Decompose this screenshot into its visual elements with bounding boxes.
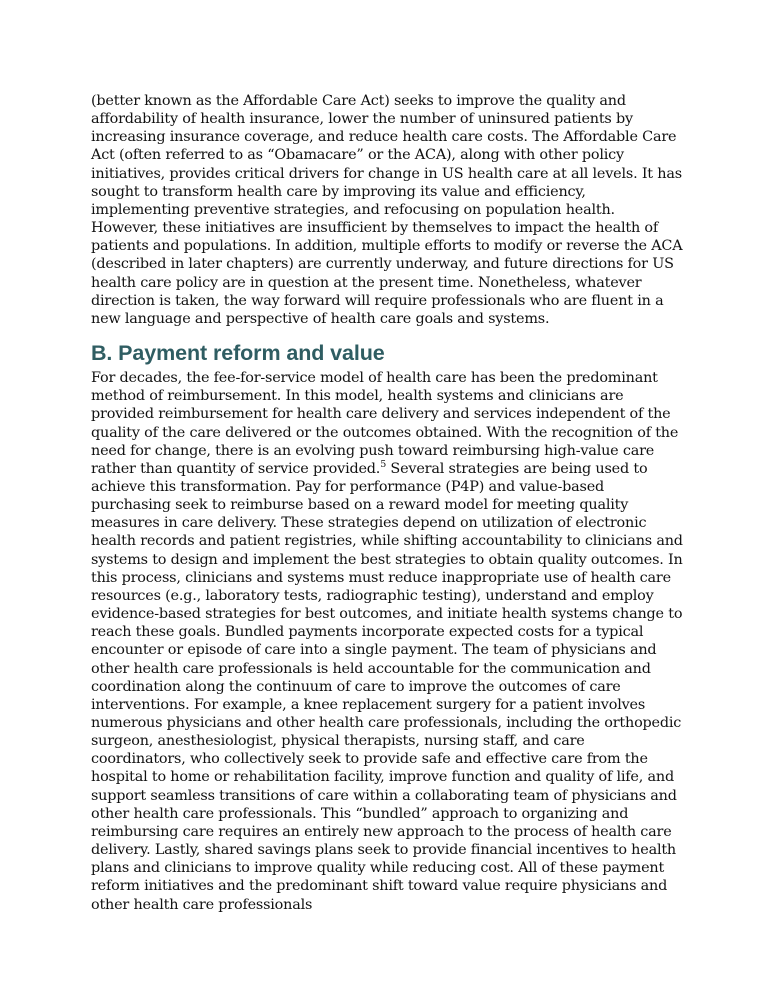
footnote-reference[interactable]: 5 (380, 459, 387, 471)
intro-paragraph: (better known as the Affordable Care Act) seeks to improve the quality and affordability of health insurance, lower the number of uninsured patients by increasing insurance coverage, and reduce health care costs. The Affordable Care Act (often referred to as “Obamacare” or the ACA), along with other policy initiatives, provides critical drivers for change in US health care at all levels. It has sought to transform health care by improving its value and efficiency, implementing preventive strategies, and refocusing on population health. However, these initiatives are insufficient by themselves to impact the health of patients and populations. In addition, multiple efforts to modify or reverse the ACA (described in later chapters) are currently underway, and future directions for US health care policy are in question at the present time. Nonetheless, whatever direction is taken, the way forward will require professionals who are fluent in a new language and perspective of health care goals and systems. (91, 93, 683, 327)
section-body-part-2: Several strategies are being used to achieve this transformation. Pay for performance (P4P) and value-based purchasing seek to reimburse based on a reward model for meeting quality measures in care delivery. These strategies depend on utilization of electronic health records and patient registries, while shifting accountability to clinicians and systems to design and implement the best strategies to obtain quality outcomes. In this process, clinicians and systems must reduce inappropriate use of health care resources (e.g., laboratory tests, radiographic testing), understand and employ evidence-based strategies for best outcomes, and initiate health systems change to reach these goals. Bundled payments incorporate expected costs for a typical encounter or episode of care into a single payment. The team of physicians and other health care professionals is held accountable for the communication and coordination along the continuum of care to improve the outcomes of care interventions. For example, a knee replacement surgery for a patient involves numerous physicians and other health care professionals, including the orthopedic surgeon, anesthesiologist, physical therapists, nursing staff, and care coordinators, who collectively seek to provide safe and effective care from the hospital to home or rehabilitation facility, improve function and quality of life, and support seamless transitions of care within a collaborating team of physicians and other health care professionals. This “bundled” approach to organizing and reimbursing care requires an entirely new approach to the process of health care delivery. Lastly, shared savings plans seek to provide financial incentives to health plans and clinicians to improve quality while reducing cost. All of these payment reform initiatives and the predominant shift toward value require physicians and other health care professionals (91, 460, 683, 913)
section-body-paragraph (91, 369, 683, 914)
section-heading: B. Payment reform and value (91, 341, 385, 366)
section-body-part-1: For decades, the fee-for-service model of health care has been the predominant method of reimbursement. In this model, health systems and clinicians are provided reimbursement for health care delivery and services independent of the quality of the care delivered or the outcomes obtained. With the recognition of the need for change, there is an evolving push toward reimbursing high-value care rather than quantity of service provided. (91, 370, 679, 477)
document-page (91, 92, 683, 914)
